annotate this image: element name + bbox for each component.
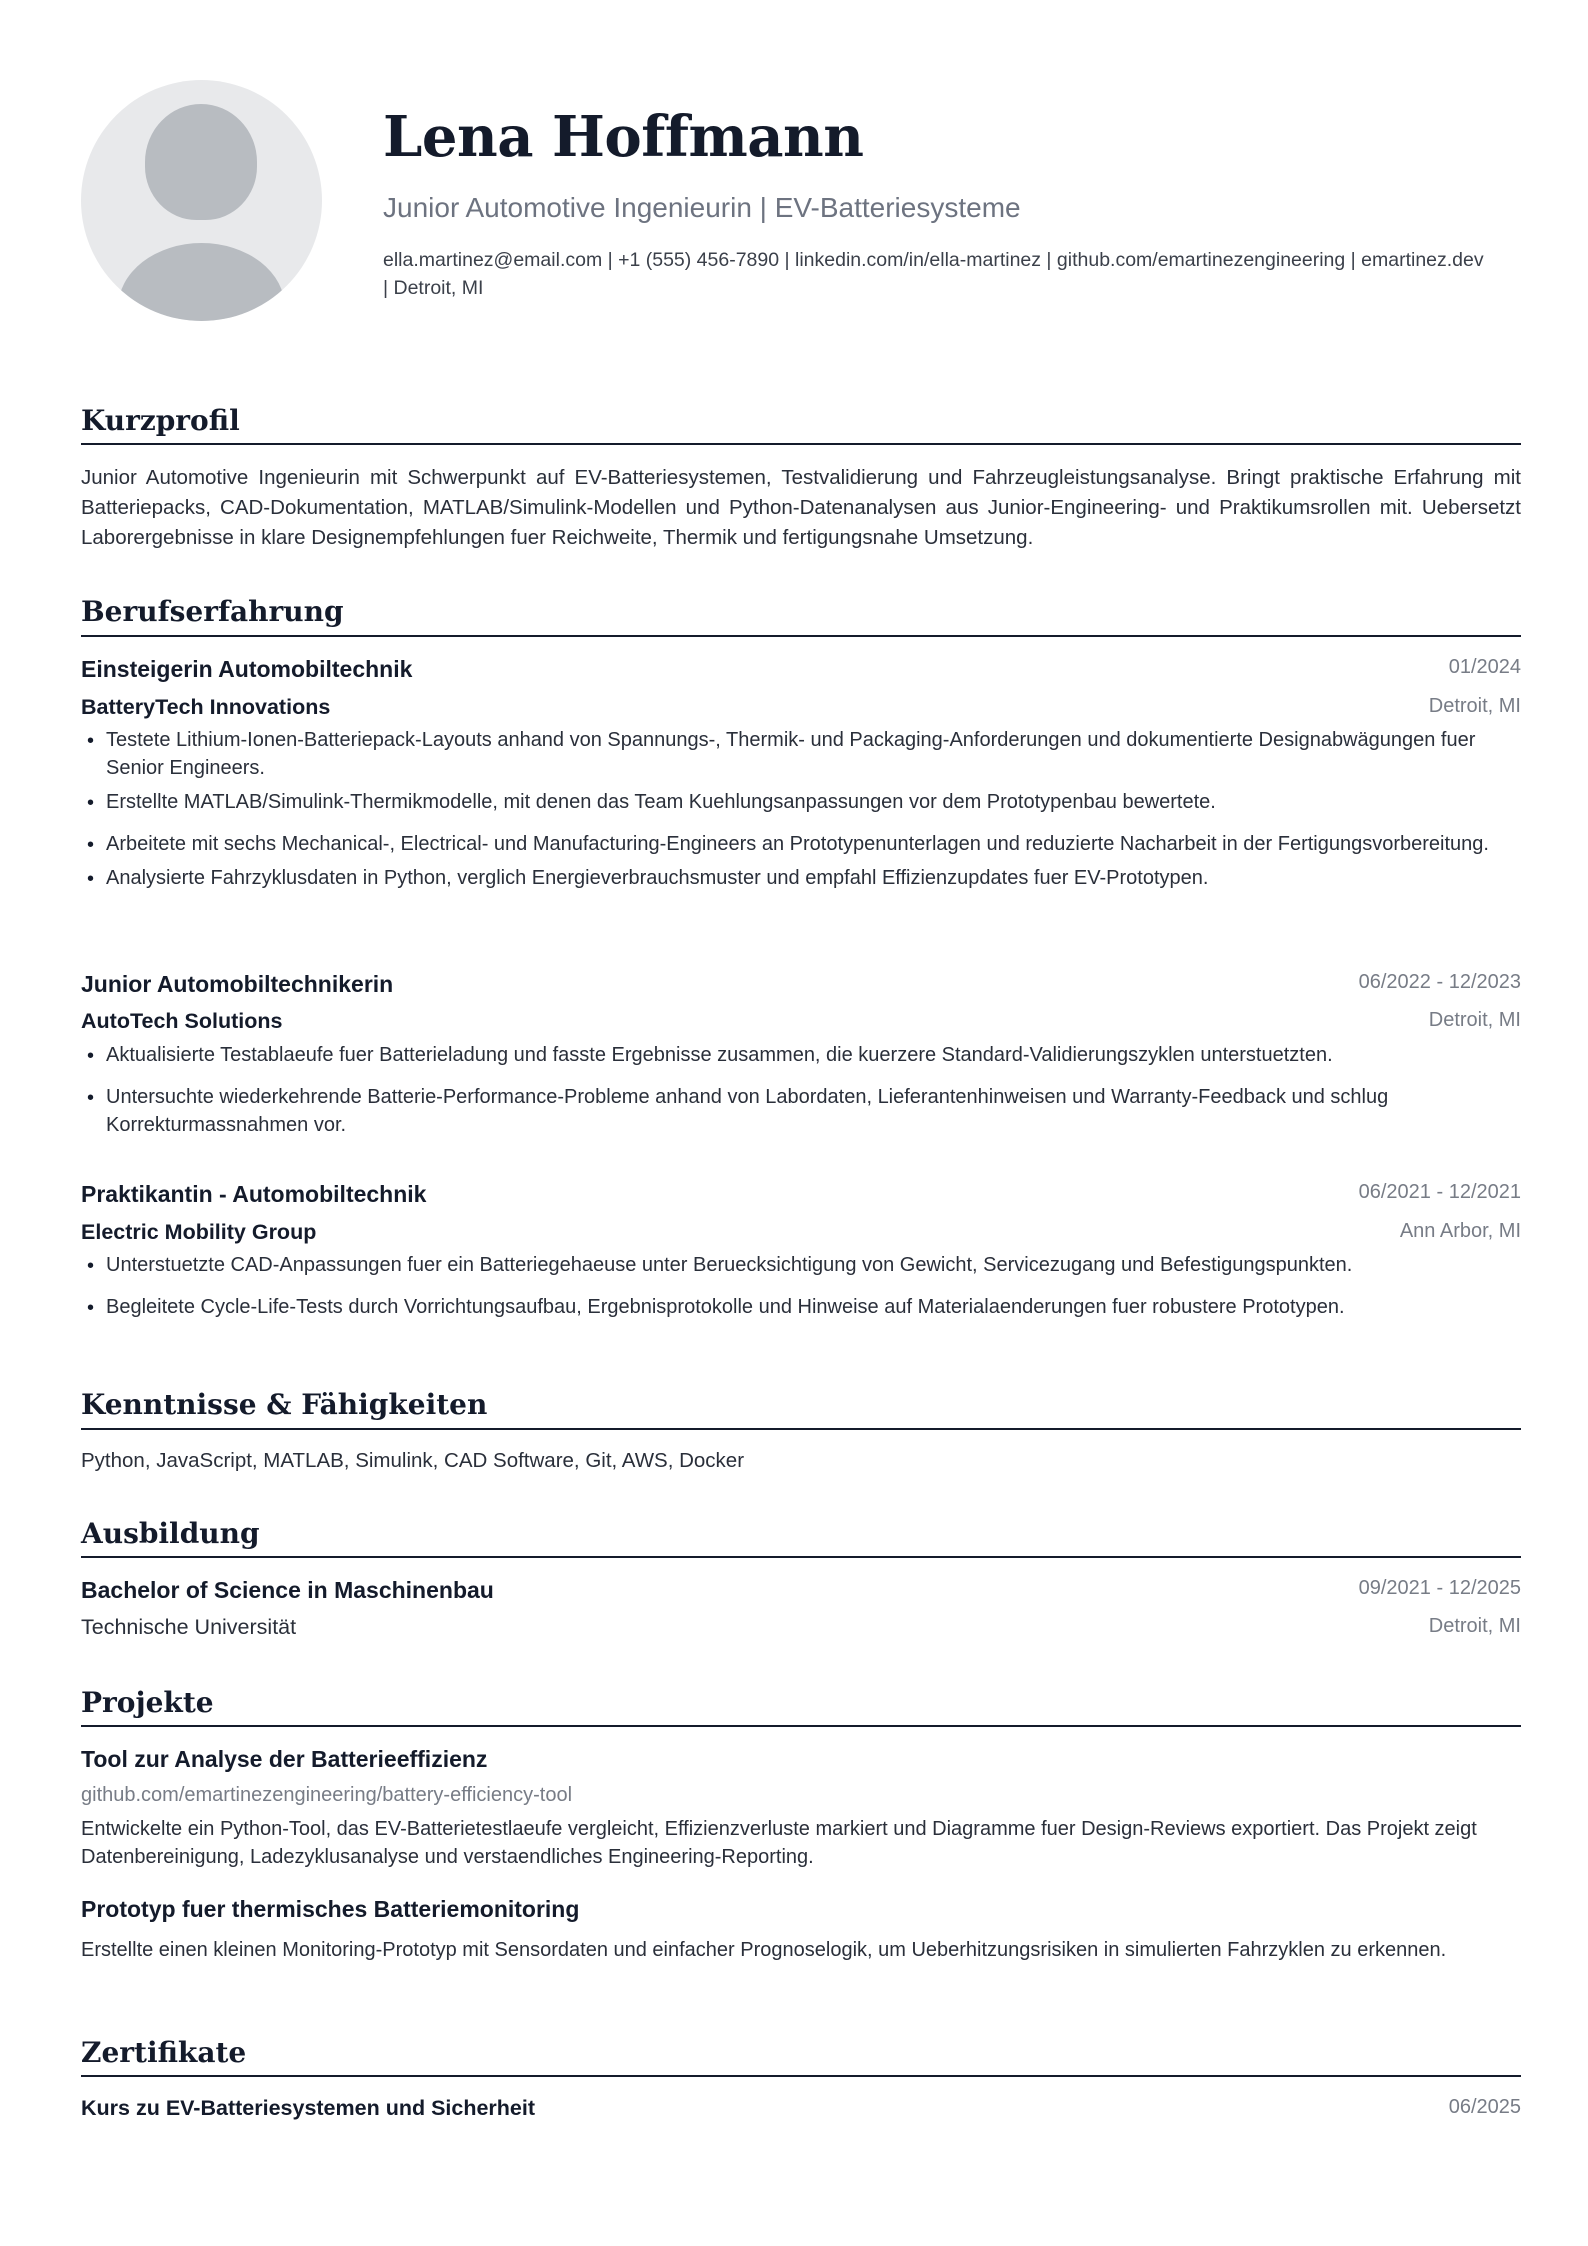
project-description: Erstellte einen kleinen Monitoring-Prototyp mit Sensordaten und einfacher Prognoselogik, um Ueberhitzungsrisiken in simulierten Fahrzyklen zu erkennen. [81,1939,1447,1961]
job-bullets [81,1251,1521,1321]
section-divider [81,1725,1521,1727]
section-divider [81,443,1521,445]
section-divider [81,635,1521,637]
section-divider [81,2075,1521,2077]
job-company: Electric Mobility Group [81,1220,317,1244]
bullet-item: • Erstellte MATLAB/Simulink-Thermikmodelle, mit denen das Team Kuehlungsanpassungen vor dem Prototypenbau bewertete. [81,788,1521,816]
job-location: Detroit, MI [1428,695,1521,717]
bullet-item: • Aktualisierte Testablaeufe fuer Batterieladung und fasste Ergebnisse zusammen, die kuerzere Standard-Validierungszyklen unterstuetzten. [81,1041,1521,1069]
candidate-title: Junior Automotive Ingenieurin | EV-Batteriesysteme [383,192,1021,223]
project-title: Prototyp fuer thermisches Batteriemonitoring [81,1896,580,1922]
candidate-name: Lena Hoffmann [383,104,864,170]
job-location: Detroit, MI [1428,1009,1521,1031]
job-title: Praktikantin - Automobiltechnik [81,1181,427,1207]
section-divider [81,1428,1521,1430]
avatar-body-shape [118,243,285,321]
job-company: BatteryTech Innovations [81,695,331,719]
job-company: AutoTech Solutions [81,1009,283,1033]
bullet-item: • Unterstuetzte CAD-Anpassungen fuer ein Batteriegehaeuse unter Beruecksichtigung von Gewicht, Servicezugang und Befestigungspunkten. [81,1251,1521,1279]
section-title-education: Ausbildung [81,1517,260,1550]
certificate-date: 06/2025 [1448,2096,1521,2118]
job-title: Einsteigerin Automobiltechnik [81,656,413,682]
skills-list: Python, JavaScript, MATLAB, Simulink, CAD Software, Git, AWS, Docker [81,1449,745,1472]
avatar-head-shape [145,104,257,220]
section-title-summary: Kurzprofil [81,404,240,437]
contact-line: ella.martinez@email.com | +1 (555) 456-7890 | linkedin.com/in/ella-martinez | github.com/emartinezengineering | emartinez.dev | Detroit, MI [383,249,1484,299]
education-location: Detroit, MI [1428,1615,1521,1637]
job-date: 06/2021 - 12/2021 [1358,1181,1521,1203]
project-title: Tool zur Analyse der Batterieeffizienz [81,1746,488,1772]
education-date: 09/2021 - 12/2025 [1358,1577,1521,1599]
section-title-projects: Projekte [81,1686,214,1719]
job-bullets [81,1041,1521,1139]
bullet-item: • Arbeitete mit sechs Mechanical-, Electrical- und Manufacturing-Engineers an Prototypenunterlagen und reduzierte Nacharbeit in der Fertigungsvorbereitung. [81,830,1521,858]
project-link[interactable]: github.com/emartinezengineering/battery-efficiency-tool [81,1784,573,1806]
project-description: Entwickelte ein Python-Tool, das EV-Batterietestlaeufe vergleicht, Effizienzverluste markiert und Diagramme fuer Design-Reviews exportiert. Das Projekt zeigt Datenbereinigung, Ladezyklusanalyse und verstaendliches Engineering-Reporting. [81,1818,1477,1868]
summary-text: Junior Automotive Ingenieurin mit Schwerpunkt auf EV-Batteriesystemen, Testvalidierung und Fahrzeugleistungsanalyse. Bringt praktische Erfahrung mit Batteriepacks, CAD-Dokumentation, MATLAB/Simulink-Modellen und Python-Datenanalysen aus Junior-Engineering- und Praktikumsrollen mit. Uebersetzt Laborergebnisse in klare Designempfehlungen fuer Reichweite, Thermik und fertigungsnahe Umsetzung. [81,466,1521,549]
job-title: Junior Automobiltechnikerin [81,971,394,997]
job-date: 06/2022 - 12/2023 [1358,971,1521,993]
section-title-experience: Berufserfahrung [81,595,344,628]
education-school: Technische Universität [81,1615,297,1639]
certificate-name: Kurs zu EV-Batteriesystemen und Sicherheit [81,2096,536,2120]
bullet-item: • Analysierte Fahrzyklusdaten in Python, verglich Energieverbrauchsmuster und empfahl Effizienzupdates fuer EV-Prototypen. [81,864,1521,892]
bullet-item: • Begleitete Cycle-Life-Tests durch Vorrichtungsaufbau, Ergebnisprotokolle und Hinweise auf Materialaenderungen fuer robustere Prototypen. [81,1293,1521,1321]
section-divider [81,1556,1521,1558]
job-date: 01/2024 [1448,656,1521,678]
section-title-certificates: Zertifikate [81,2036,247,2069]
section-title-skills: Kenntnisse & Fähigkeiten [81,1388,488,1421]
bullet-item: • Untersuchte wiederkehrende Batterie-Performance-Probleme anhand von Labordaten, Lieferantenhinweisen und Warranty-Feedback und schlug Korrekturmassnahmen vor. [81,1083,1521,1139]
job-bullets [81,726,1521,892]
job-location: Ann Arbor, MI [1399,1220,1521,1242]
education-degree: Bachelor of Science in Maschinenbau [81,1577,494,1603]
bullet-item: • Testete Lithium-Ionen-Batteriepack-Layouts anhand von Spannungs-, Thermik- und Packaging-Anforderungen und dokumentierte Designabwägungen fuer Senior Engineers. [81,726,1521,782]
avatar-placeholder [81,80,322,321]
